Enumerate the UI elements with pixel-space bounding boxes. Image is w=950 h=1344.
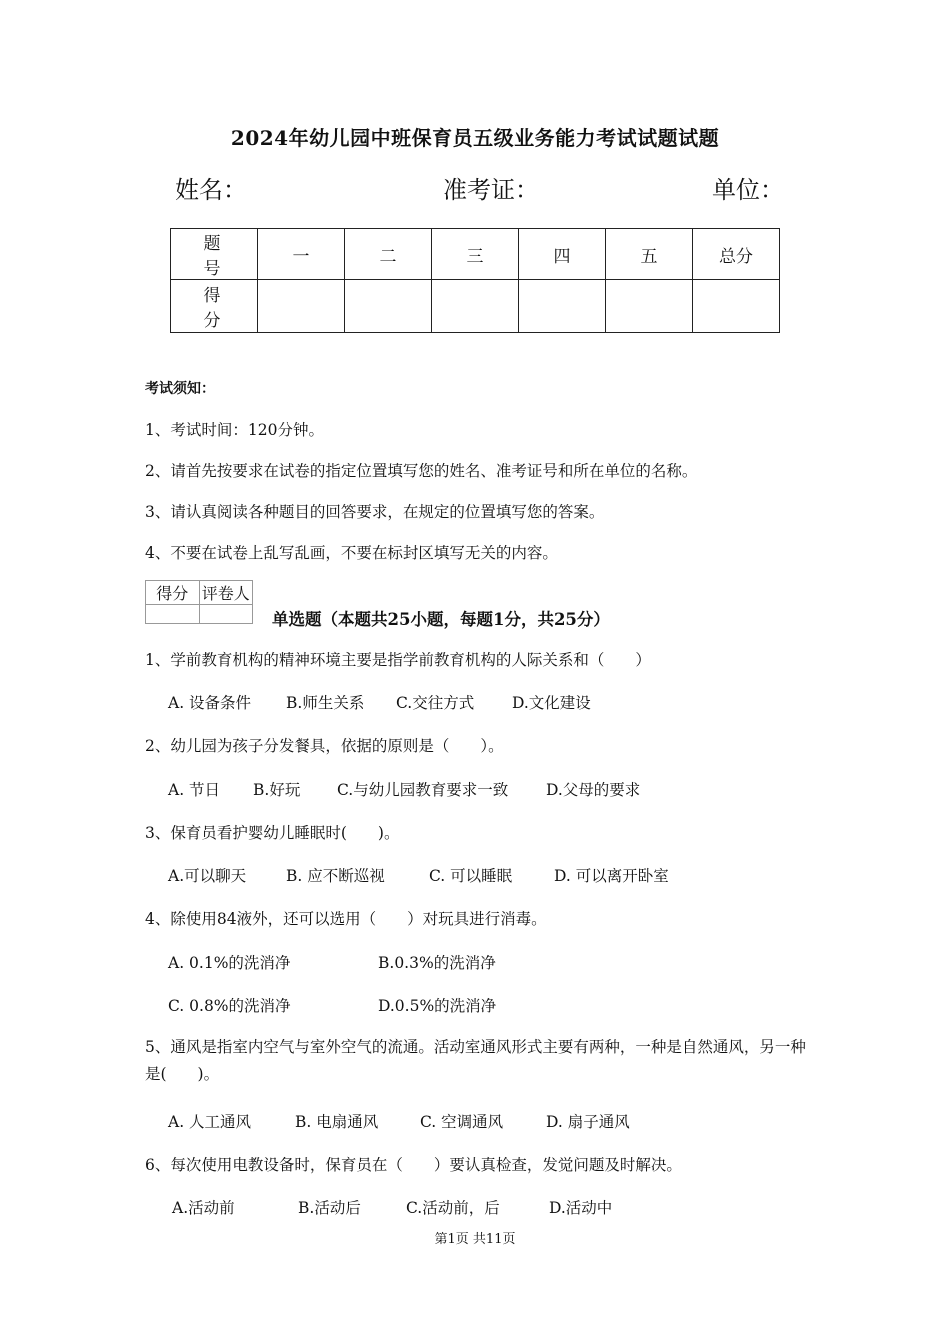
q2-option-d: D.父母的要求	[546, 781, 641, 799]
grader-box-grader-label: 评卷人	[199, 581, 253, 605]
question-5: 5、通风是指室内空气与室外空气的流通。活动室通风形式主要有两种，一种是自然通风，另一种是( )。	[145, 1038, 806, 1083]
q1-option-c: C.交往方式	[396, 694, 475, 712]
q5-option-d: D. 扇子通风	[546, 1113, 630, 1131]
score-table-head-1: 一	[258, 229, 345, 280]
score-cell-2[interactable]	[345, 280, 432, 333]
score-table-head-3: 三	[432, 229, 519, 280]
question-1: 1、学前教育机构的精神环境主要是指学前教育机构的人际关系和（ ）	[145, 651, 651, 669]
q3-option-a: A.可以聊天	[168, 867, 247, 885]
q4-option-b: B.0.3%的洗消净	[378, 954, 496, 972]
score-cell-4[interactable]	[519, 280, 606, 333]
score-cell-5[interactable]	[606, 280, 693, 333]
score-table-header-row	[171, 229, 780, 280]
page-footer: 第1页 共11页	[434, 1232, 516, 1247]
exam-title: 2024年幼儿园中班保育员五级业务能力考试试题试题	[230, 126, 720, 150]
section-title: 单选题（本题共25小题，每题1分，共25分）	[272, 610, 610, 629]
score-cell-1[interactable]	[258, 280, 345, 333]
score-table-score-row	[171, 280, 780, 333]
q4-option-a: A. 0.1%的洗消净	[168, 954, 291, 972]
score-table-head-5: 五	[606, 229, 693, 280]
q1-option-d: D.文化建设	[512, 694, 591, 712]
grader-box-grader-cell[interactable]	[199, 605, 253, 624]
notice-item: 3、请认真阅读各种题目的回答要求，在规定的位置填写您的答案。	[145, 503, 605, 521]
question-4: 4、除使用84液外，还可以选用（ ）对玩具进行消毒。	[145, 910, 547, 928]
q6-option-d: D.活动中	[549, 1199, 613, 1217]
score-table-score-label: 得 分	[171, 280, 258, 333]
exam-id-label: 准考证：	[443, 176, 539, 204]
unit-label: 单位：	[712, 176, 784, 204]
notice-item: 1、考试时间：120分钟。	[145, 421, 324, 439]
q3-option-b: B. 应不断巡视	[286, 867, 385, 885]
notice-item: 4、不要在试卷上乱写乱画，不要在标封区填写无关的内容。	[145, 544, 558, 562]
score-table-head-4: 四	[519, 229, 606, 280]
notice-heading: 考试须知：	[145, 381, 215, 397]
notice-item: 2、请首先按要求在试卷的指定位置填写您的姓名、准考证号和所在单位的名称。	[145, 462, 698, 480]
score-cell-total[interactable]	[693, 280, 780, 333]
q5-option-c: C. 空调通风	[420, 1113, 504, 1131]
q3-option-d: D. 可以离开卧室	[554, 867, 669, 885]
q5-option-a: A. 人工通风	[168, 1113, 252, 1131]
q2-option-c: C.与幼儿园教育要求一致	[337, 781, 509, 799]
question-6: 6、每次使用电教设备时，保育员在（ ）要认真检查，发觉问题及时解决。	[145, 1156, 682, 1174]
q2-option-b: B.好玩	[253, 781, 301, 799]
question-3: 3、保育员看护婴幼儿睡眠时( )。	[145, 824, 400, 842]
q1-option-b: B.师生关系	[286, 694, 365, 712]
grader-box	[145, 580, 253, 624]
score-table-head-2: 二	[345, 229, 432, 280]
grader-box-score-cell[interactable]	[146, 605, 200, 624]
q2-option-a: A. 节日	[168, 781, 221, 799]
q3-option-c: C. 可以睡眠	[429, 867, 513, 885]
q4-option-c: C. 0.8%的洗消净	[168, 997, 291, 1015]
score-cell-3[interactable]	[432, 280, 519, 333]
question-2: 2、幼儿园为孩子分发餐具，依据的原则是（ ）。	[145, 737, 504, 755]
q4-option-d: D.0.5%的洗消净	[378, 997, 497, 1015]
name-label: 姓名：	[175, 176, 247, 204]
q6-option-a: A.活动前	[172, 1199, 235, 1217]
q6-option-b: B.活动后	[298, 1199, 361, 1217]
score-table-head-total: 总分	[693, 229, 780, 280]
q1-option-a: A. 设备条件	[168, 694, 252, 712]
grader-box-score-label: 得分	[146, 581, 200, 605]
q6-option-c: C.活动前，后	[406, 1199, 500, 1217]
score-table	[170, 228, 780, 333]
q5-option-b: B. 电扇通风	[295, 1113, 379, 1131]
score-table-head-question-no: 题 号	[171, 229, 258, 280]
